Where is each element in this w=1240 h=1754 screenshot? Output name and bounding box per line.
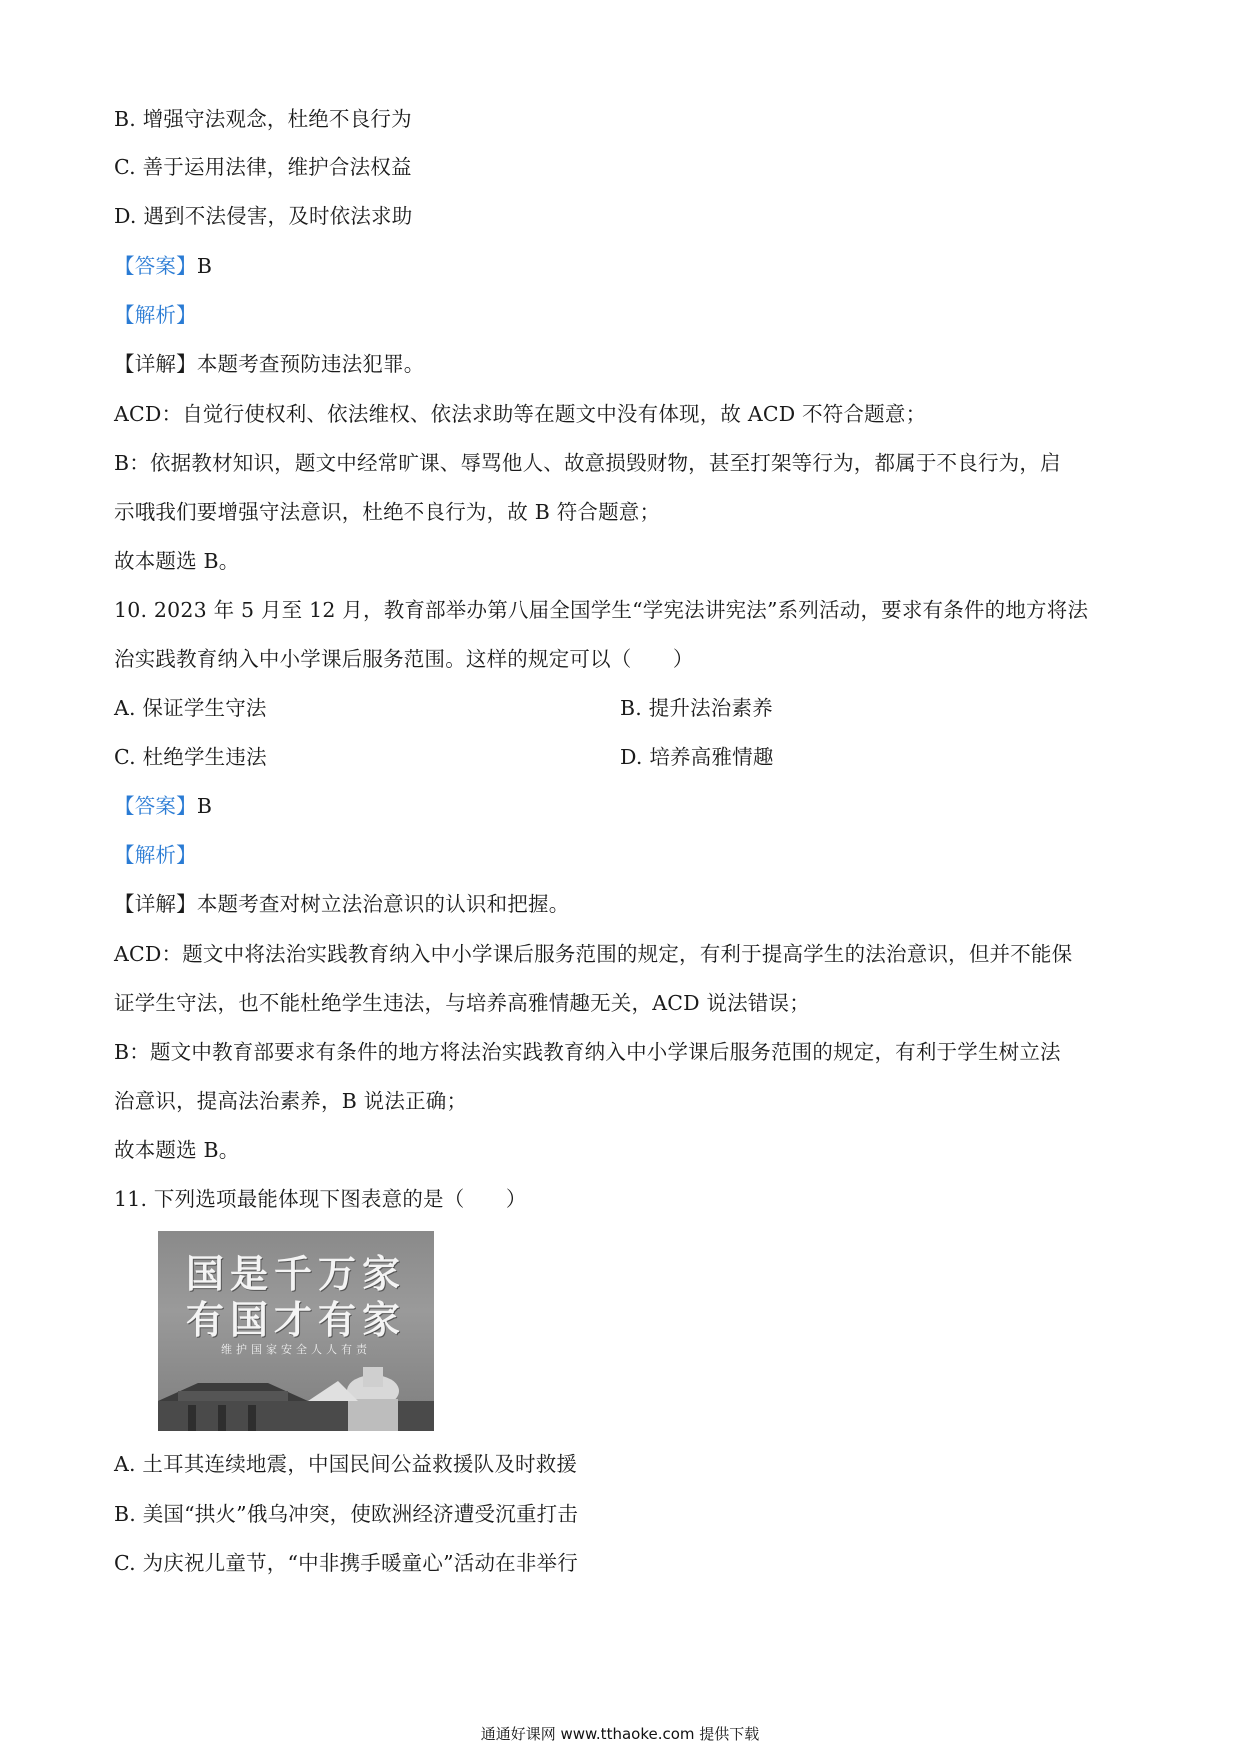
q9-analysis-label: 【解析】 (114, 303, 197, 327)
q9-answer (114, 252, 212, 280)
poster-headline-1: 国是千万家 (185, 1251, 406, 1296)
detail-label: 【详解】 (114, 892, 197, 916)
q10-answer (114, 792, 212, 820)
answer-value: B (196, 794, 213, 818)
q9-detail (114, 350, 425, 378)
detail-label: 【详解】 (114, 352, 197, 376)
q11-stem: 11. 下列选项最能体现下图表意的是（ ） (114, 1187, 527, 1211)
q10-stem-line: 10. 2023 年 5 月至 12 月，教育部举办第八届全国学生“学宪法讲宪法”系列活动，要求有条件的地方将法 (114, 598, 1089, 622)
q9-option-b: B. 增强守法观念，杜绝不良行为 (114, 107, 412, 131)
q11-option-b: B. 美国“拱火”俄乌冲突，使欧洲经济遭受沉重打击 (114, 1502, 579, 1526)
poster-subtitle: 维护国家安全人人有责 (221, 1343, 371, 1356)
footer-source: 通通好课网 www.tthaoke.com 提供下载 (480, 1725, 760, 1743)
q9-analysis-line: ACD：自觉行使权利、依法维权、依法求助等在题文中没有体现，故 ACD 不符合题意； (114, 402, 927, 426)
q9-analysis-line: 示哦我们要增强守法意识，杜绝不良行为，故 B 符合题意； (114, 500, 661, 524)
q9-option-c: C. 善于运用法律，维护合法权益 (114, 155, 412, 179)
q9-conclusion: 故本题选 B。 (114, 549, 240, 573)
poster-headline-2: 有国才有家 (185, 1297, 406, 1342)
q9-option-d: D. 遇到不法侵害，及时依法求助 (114, 204, 413, 228)
q11-poster-image (158, 1231, 434, 1431)
q10-detail (114, 890, 569, 918)
answer-label: 【答案】 (114, 794, 197, 818)
q10-stem-line: 治实践教育纳入中小学课后服务范围。这样的规定可以（ ） (114, 647, 694, 671)
detail-text: 本题考查预防违法犯罪。 (196, 352, 425, 376)
q10-analysis-line: 治意识，提高法治素养，B 说法正确； (114, 1089, 468, 1113)
building-silhouette-icon (158, 1361, 434, 1431)
q10-option-a: A. 保证学生守法 (114, 696, 267, 720)
q10-analysis-line: ACD：题文中将法治实践教育纳入中小学课后服务范围的规定，有利于提高学生的法治意识，但并不能保 (114, 942, 1073, 966)
q10-option-c: C. 杜绝学生违法 (114, 745, 267, 769)
q9-analysis-line: B：依据教材知识，题文中经常旷课、辱骂他人、故意损毁财物，甚至打架等行为，都属于不良行为，启 (114, 451, 1061, 475)
q10-conclusion: 故本题选 B。 (114, 1138, 240, 1162)
detail-text: 本题考查对树立法治意识的认识和把握。 (196, 892, 570, 916)
q10-analysis-line: 证学生守法，也不能杜绝学生违法，与培养高雅情趣无关，ACD 说法错误； (114, 991, 810, 1015)
answer-label: 【答案】 (114, 254, 197, 278)
q11-option-c: C. 为庆祝儿童节，“中非携手暖童心”活动在非举行 (114, 1551, 578, 1575)
answer-value: B (196, 254, 213, 278)
q11-option-a: A. 土耳其连续地震，中国民间公益救援队及时救援 (114, 1452, 578, 1476)
q10-option-b: B. 提升法治素养 (620, 696, 773, 720)
q10-option-d: D. 培养高雅情趣 (620, 745, 774, 769)
q10-analysis-label: 【解析】 (114, 843, 197, 867)
q10-analysis-line: B：题文中教育部要求有条件的地方将法治实践教育纳入中小学课后服务范围的规定，有利于学生树立法 (114, 1040, 1061, 1064)
